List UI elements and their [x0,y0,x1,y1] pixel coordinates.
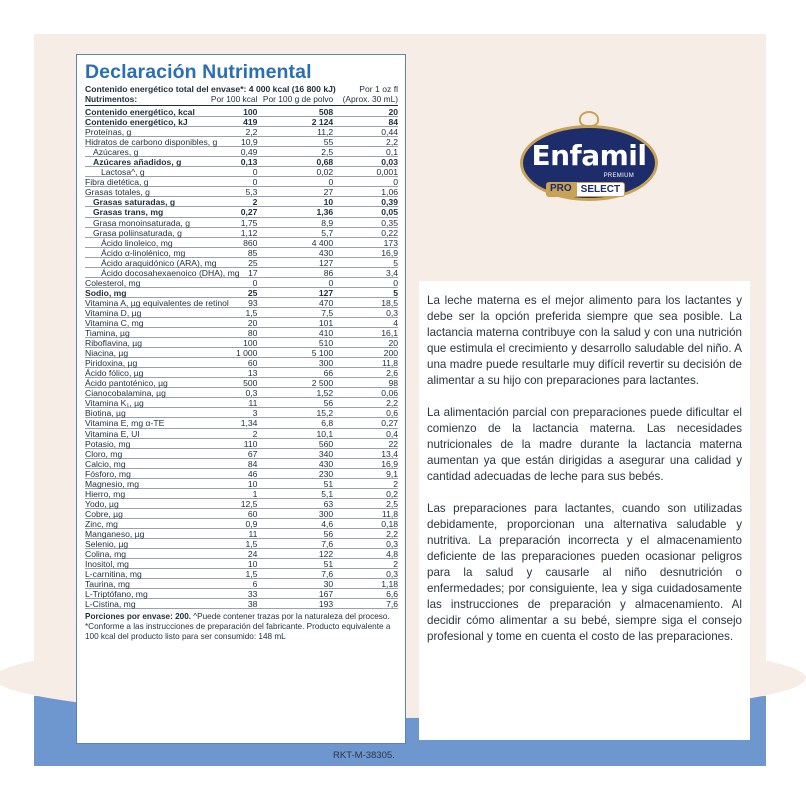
footnote-text: ^Puede contener trazas por la naturaleza del proceso. *Conforme a las instrucciones de preparación del fabricante. Producto equivalente a 100 kcal del producto listo para ser consumido: 148 mL [85,612,391,642]
value-per-100g: 11,2 [317,127,334,138]
value-per-100g: 300 [318,358,334,369]
value-per-30ml: 200 [383,348,399,359]
nutrient-name: Vitamina E, UI [85,428,140,439]
nutrient-name: Ácido α-linolénico, mg [101,247,186,258]
table-row [85,469,398,479]
value-per-30ml: 1,18 [381,579,399,590]
value-per-100kcal: 860 [243,237,258,248]
table-row [85,589,398,599]
value-per-100kcal: 10,9 [240,137,258,148]
nutrient-name: Lactosa^, g [101,167,145,178]
value-per-100kcal: 2,2 [245,127,258,138]
value-per-30ml: 1,06 [381,187,399,198]
value-per-100g: 7,6 [321,569,334,580]
value-per-100kcal: 2 [252,428,258,439]
notice-paragraph-2: La alimentación parcial con preparaciones puede dificultar el comienzo de la lactancia materna. Las necesidades nutricionales de la madre durante la lactancia materna aumentan ya que están dirigidas a asegurar una calidad y cantidad adecuadas de leche para sus bebés. [427,406,742,483]
nutrient-name: L-carnitina, mg [85,569,142,580]
table-row [85,197,398,207]
value-per-100g: 167 [318,589,334,600]
nutrient-name: Hierro, mg [85,488,126,499]
value-per-100kcal: 5,3 [245,187,258,198]
table-row [85,519,398,529]
logo-brand: Enfamil [531,139,647,172]
value-per-30ml: 0,3 [386,307,399,318]
value-per-30ml: 9,1 [386,468,399,479]
value-per-30ml: 13,4 [381,448,399,459]
table-row [85,338,398,348]
table-row [85,489,398,499]
value-per-30ml: 0,35 [381,217,398,228]
nutrient-name: Cloro, mg [85,448,123,459]
nutrient-name: Ácido linoleico, mg [101,237,173,248]
value-per-100kcal: 46 [247,468,258,479]
table-row [85,479,398,489]
nutrient-name: Magnesio, mg [85,478,139,489]
nutrient-name: Yodo, µg [85,498,119,509]
value-per-100g: 0,68 [316,157,334,168]
value-per-100kcal: 1 000 [235,348,258,359]
nutrient-name: Grasa monoinsaturada, g [93,217,190,228]
value-per-100kcal: 20 [247,317,258,328]
value-per-100g: 5,1 [321,488,334,499]
table-row [85,298,398,308]
nutrient-name: Ácido pantoténico, µg [85,378,168,389]
value-per-30ml: 16,1 [381,328,399,339]
value-per-100kcal: 11 [248,398,258,409]
value-per-100kcal: 6 [252,579,258,590]
table-row [85,529,398,539]
nutrient-name: Manganeso, µg [85,528,145,539]
value-per-100g: 8,9 [321,217,334,228]
nutrient-name: Hidratos de carbono disponibles, g [85,137,218,148]
value-per-100g: 10,1 [316,428,334,439]
value-per-30ml: 6,6 [386,589,399,600]
logo-select: SELECT [576,182,625,197]
table-row [85,368,398,378]
value-per-100kcal: 0 [252,277,258,288]
nutrient-name: Inositol, mg [85,559,129,570]
table-row [85,459,398,469]
nutrient-name: Selenio, µg [85,539,129,550]
nutrient-name: Calcio, mg [85,458,126,469]
nutrient-name: Cianocobalamina, µg [85,388,166,399]
value-per-100g: 66 [323,368,334,379]
value-per-30ml: 98 [388,378,399,389]
table-row [85,439,398,449]
value-per-100g: 7,5 [321,307,334,318]
per-oz-header: Por 1 oz fl [359,84,398,94]
nutrient-name: Cobre, µg [85,508,123,519]
product-code: RKT-M-38305. [333,750,395,761]
nutrient-name: Ácido docosahexaenoico (DHA), mg [101,267,240,278]
value-per-100kcal: 17 [248,267,258,278]
nutrition-table-body [85,107,398,609]
nutrition-facts-panel [76,54,406,744]
value-per-30ml: 0,1 [386,147,398,158]
value-per-100kcal: 60 [247,358,258,369]
table-row [85,378,398,388]
header-per-30ml: (Aprox. 30 mL) [342,94,399,104]
servings-per-package: Porciones por envase: 200. [85,612,192,622]
table-row [85,358,398,368]
value-per-100kcal: 500 [243,378,258,389]
value-per-100g: 51 [323,478,334,489]
value-per-30ml: 16,9 [381,247,398,258]
value-per-30ml: 2 [393,559,399,570]
value-per-30ml: 0 [393,177,399,188]
nutrient-name: Vitamina K₁, µg [85,398,144,409]
value-per-100kcal: 80 [247,328,258,339]
value-per-100kcal: 2 [252,197,258,208]
value-per-100kcal: 33 [247,589,258,600]
value-per-100kcal: 0 [252,177,258,188]
value-per-100g: 0 [328,277,334,288]
value-per-30ml: 0,05 [381,207,398,218]
table-row [85,449,398,459]
value-per-30ml: 0,3 [386,569,399,580]
value-per-30ml: 20 [388,107,399,117]
value-per-100g: 1,52 [316,388,334,399]
nutrient-name: Niacina, µg [85,348,129,359]
value-per-100kcal: 0,3 [245,388,258,399]
table-row [85,288,398,298]
value-per-30ml: 2 [393,478,399,489]
value-per-100g: 0 [328,177,334,188]
table-row [85,248,398,258]
value-per-100g: 51 [323,559,334,570]
value-per-100g: 410 [318,328,334,339]
table-row [85,579,398,589]
value-per-100kcal: 0,9 [245,518,258,529]
value-per-100g: 5 100 [311,348,334,359]
nutrient-name: Grasas saturadas, g [93,197,176,208]
nutrient-name: Vitamina C, mg [85,317,144,328]
value-per-100kcal: 0,27 [240,207,258,218]
logo-pro-select [546,182,625,197]
value-per-30ml: 22 [388,438,399,449]
logo-premium: PREMIUM [603,173,634,179]
table-row [85,408,398,418]
value-per-30ml: 0,06 [381,388,399,399]
value-per-30ml: 3,4 [386,267,398,278]
table-row [85,569,398,579]
value-per-30ml: 2,2 [386,137,398,148]
value-per-100kcal: 85 [247,247,258,258]
table-row [85,228,398,238]
value-per-100g: 0,02 [316,167,334,178]
header-per-100kcal: Por 100 kcal [210,94,258,104]
nutrient-name: Azúcares, g [93,147,139,158]
value-per-100kcal: 11 [248,528,258,539]
breastfeeding-notice [419,281,750,740]
nutrient-name: Taurina, mg [85,579,130,590]
value-per-100g: 300 [318,508,334,519]
value-per-100g: 127 [318,287,334,298]
value-per-100kcal: 60 [247,508,258,519]
value-per-100kcal: 13 [247,368,258,379]
value-per-100g: 63 [323,498,334,509]
value-per-30ml: 0,22 [381,227,398,238]
value-per-30ml: 2,2 [386,528,399,539]
value-per-30ml: 0,27 [381,418,399,429]
value-per-100g: 10 [323,197,334,208]
value-per-100g: 122 [318,549,334,560]
value-per-30ml: 2,2 [386,398,399,409]
value-per-30ml: 0,18 [381,518,399,529]
value-per-100g: 6,8 [321,418,334,429]
value-per-100kcal: 3 [252,408,258,419]
header-nutrients: Nutrimentos: [85,94,138,104]
value-per-100kcal: 24 [247,549,258,560]
value-per-30ml: 11,8 [381,358,399,369]
nutrient-name: Tiamina, µg [85,328,130,339]
value-per-100kcal: 419 [243,117,258,128]
value-per-100g: 340 [318,448,334,459]
value-per-100kcal: 1,12 [240,227,258,238]
value-per-100kcal: 67 [247,448,258,459]
value-per-30ml: 4,8 [386,549,399,560]
value-per-100g: 5,7 [321,227,334,238]
nutrition-footnote [85,612,398,642]
table-row [85,418,398,428]
table-row [85,117,398,127]
table-row [85,218,398,228]
nutrition-title: Declaración Nutrimental [85,61,312,83]
value-per-100g: 30 [323,579,334,590]
value-per-100g: 7,6 [321,539,334,550]
value-per-100kcal: 25 [247,287,258,298]
value-per-100g: 56 [323,398,334,409]
nutrient-name: Potasio, mg [85,438,131,449]
nutrient-name: Grasas totales, g [85,187,150,198]
value-per-100kcal: 1,34 [240,418,258,429]
value-per-30ml: 0,4 [386,428,399,439]
value-per-100g: 55 [323,137,334,148]
value-per-100kcal: 10 [247,559,258,570]
table-row [85,398,398,408]
table-row [85,107,398,117]
value-per-100kcal: 0,13 [240,157,258,168]
nutrient-name: Contenido energético, kJ [85,117,188,128]
label-background [34,34,766,766]
table-row [85,258,398,268]
table-row [85,238,398,248]
value-per-100kcal: 1,5 [245,539,258,550]
value-per-100g: 430 [318,458,334,469]
nutrient-name: Vitamina A, µg equivalentes de retinol [85,297,229,308]
nutrient-name: Vitamina E, mg α-TE [85,418,165,429]
nutrient-name: Sodio, mg [85,287,127,298]
table-row [85,308,398,318]
nutrient-name: Biotina, µg [85,408,126,419]
table-row [85,278,398,288]
table-row [85,328,398,338]
value-per-30ml: 11,8 [381,508,399,519]
nutrient-name: L-Triptófano, mg [85,589,148,600]
table-row [85,157,398,167]
value-per-100kcal: 84 [247,458,258,469]
value-per-100kcal: 0 [252,167,258,178]
value-per-30ml: 18,5 [381,297,398,308]
table-row [85,167,398,177]
value-per-100g: 15,2 [316,408,334,419]
value-per-100g: 127 [318,257,334,268]
energy-total: Contenido energético total del envase*: 4 000 kcal (16 800 kJ) [85,84,336,94]
value-per-100kcal: 1,5 [245,307,258,318]
value-per-30ml: 20 [388,338,399,349]
value-per-100g: 101 [318,317,334,328]
nutrient-name: Grasa poliinsaturada, g [93,227,182,238]
table-row [85,509,398,519]
value-per-30ml: 5 [393,287,399,298]
value-per-30ml: 0,3 [386,539,399,550]
value-per-30ml: 84 [388,117,399,128]
nutrient-name: Piridoxina, µg [85,358,138,369]
table-row [85,147,398,157]
enfamil-logo [514,109,664,219]
nutrient-name: Proteínas, g [85,127,132,138]
value-per-100kcal: 12,5 [240,498,258,509]
value-per-30ml: 2,5 [386,498,399,509]
value-per-100g: 2,5 [321,147,334,158]
table-row [85,549,398,559]
nutrient-name: Ácido araquidónico (ARA), mg [101,257,217,268]
value-per-30ml: 0,2 [386,488,399,499]
value-per-30ml: 0,39 [381,197,398,208]
energy-total-line [85,84,398,94]
table-row [85,187,398,197]
table-row [85,207,398,217]
value-per-100g: 2 124 [311,117,334,128]
nutrition-table-header [85,94,398,106]
value-per-100kcal: 1 [252,488,258,499]
value-per-100kcal: 10 [247,478,258,489]
notice-paragraph-3: Las preparaciones para lactantes, cuando son utilizadas debidamente, proporcionan una alternativa saludable y nutritiva. La preparación incorrecta y el almacenamiento deficiente de las preparaciones pueden ocasionar peligros para la salud y causarle al niño desnutrición o enfermedades; por consiguiente, lea y siga cuidadosamente las instrucciones de preparación y almacenamiento. Al decidir cómo alimentar a su bebé, siempre siga el consejo profesional y tome en cuenta el costo de las preparaciones. [427,502,742,643]
value-per-100g: 470 [318,297,334,308]
value-per-100g: 56 [323,528,334,539]
table-row [85,388,398,398]
table-row [85,599,398,609]
nutrient-name: Contenido energético, kcal [85,107,195,117]
table-row [85,268,398,278]
value-per-100g: 193 [318,599,334,610]
value-per-100g: 86 [323,267,334,278]
value-per-100g: 1,36 [316,207,334,218]
value-per-30ml: 5 [393,257,398,268]
value-per-30ml: 0,001 [376,167,398,178]
nutrient-name: Vitamina D, µg [85,307,142,318]
nutrient-name: Zinc, mg [85,518,118,529]
nutrient-name: L-Cistina, mg [85,599,136,610]
table-row [85,137,398,147]
nutrient-name: Colesterol, mg [85,277,141,288]
table-row [85,539,398,549]
table-row [85,127,398,137]
nutrient-name: Colina, mg [85,549,127,560]
notice-paragraph-1: La leche materna es el mejor alimento para los lactantes y debe ser la opción preferida siempre que sea posible. La lactancia materna contribuye con la salud y con una nutrición que estimula el crecimiento y desarrollo saludable del niño. A una madre puede resultarle muy difícil revertir su decisión de alimentar a su hijo con preparaciones para lactantes. [427,294,742,387]
value-per-100kcal: 1,5 [245,569,258,580]
value-per-30ml: 0,03 [381,157,398,168]
value-per-100g: 430 [318,247,334,258]
value-per-30ml: 0,6 [386,408,399,419]
nutrient-name: Azúcares añadidos, g [93,157,182,168]
value-per-100g: 4 400 [311,237,334,248]
value-per-100kcal: 0,49 [240,147,258,158]
value-per-30ml: 0 [393,277,399,288]
value-per-100g: 230 [318,468,334,479]
value-per-30ml: 7,6 [386,599,399,610]
table-row [85,318,398,328]
value-per-100g: 2 500 [311,378,334,389]
table-row [85,429,398,439]
table-row [85,177,398,187]
value-per-30ml: 4 [393,317,399,328]
nutrient-name: Fibra dietética, g [85,177,149,188]
nutrient-name: Ácido fólico, µg [85,368,144,379]
logo-pro: PRO [546,182,576,197]
value-per-30ml: 16,9 [381,458,399,469]
value-per-100kcal: 100 [243,338,258,349]
value-per-100g: 4,6 [321,518,334,529]
value-per-100kcal: 1,75 [240,217,258,228]
value-per-100g: 510 [318,338,334,349]
value-per-100kcal: 25 [248,257,258,268]
table-row [85,559,398,569]
value-per-100g: 27 [323,187,334,198]
value-per-100kcal: 100 [243,107,258,117]
nutrient-name: Fósforo, mg [85,468,131,479]
value-per-100kcal: 93 [248,297,258,308]
value-per-100g: 508 [318,107,334,117]
value-per-100kcal: 110 [243,438,258,449]
header-per-100g: Por 100 g de polvo [262,94,334,104]
value-per-100kcal: 38 [247,599,258,610]
nutrient-name: Grasas trans, mg [93,207,164,218]
value-per-30ml: 173 [383,237,398,248]
value-per-30ml: 0,44 [381,127,399,138]
value-per-30ml: 2,6 [386,368,399,379]
value-per-100g: 560 [318,438,334,449]
nutrient-name: Riboflavina, µg [85,338,143,349]
table-row [85,348,398,358]
table-row [85,499,398,509]
